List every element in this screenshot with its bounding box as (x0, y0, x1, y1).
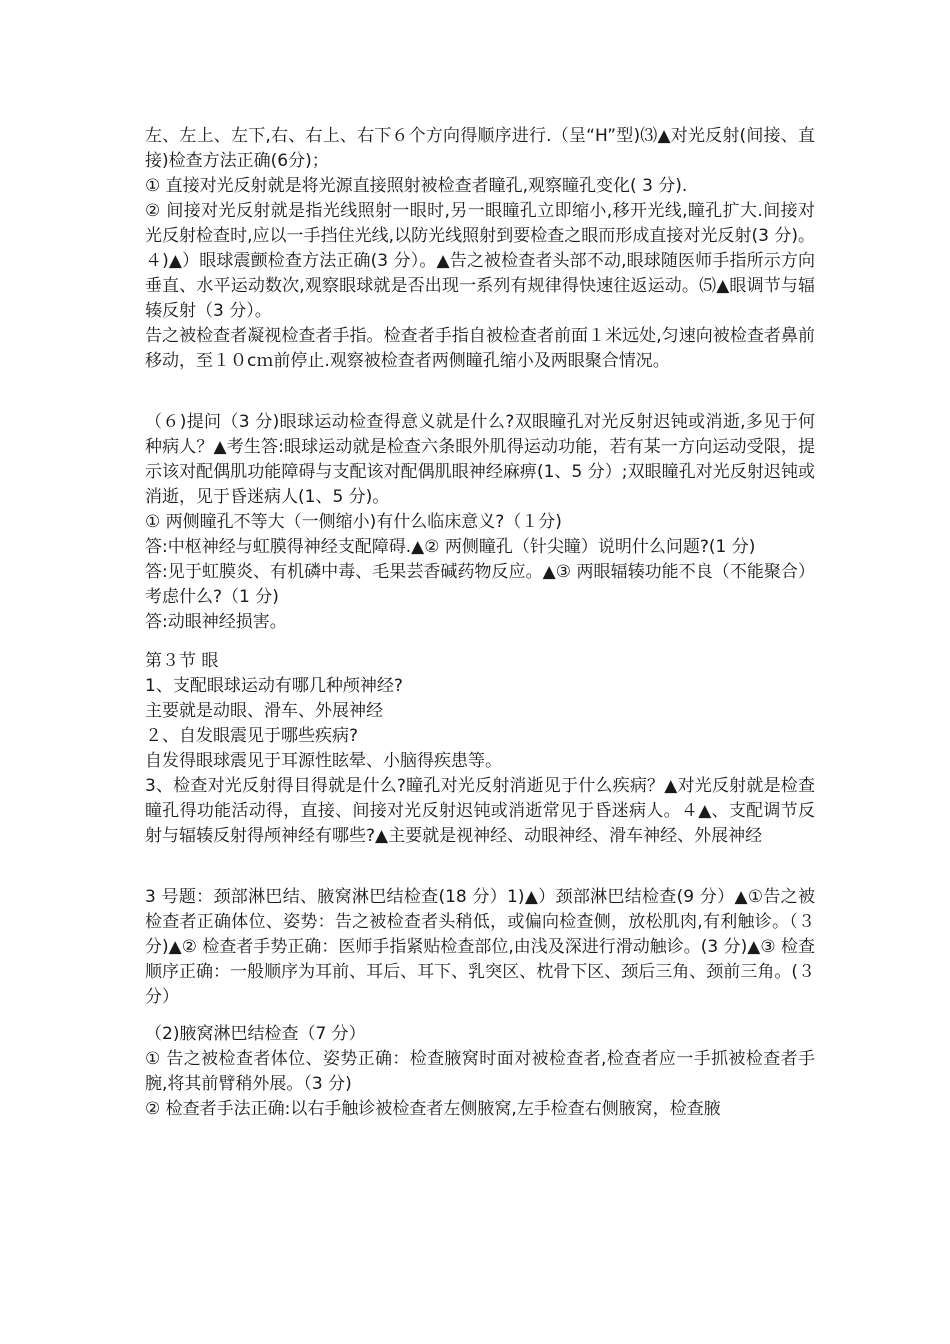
paragraph-axillary-title: （2)腋窝淋巴结检查（7 分） (145, 1024, 366, 1044)
answer-1: 主要就是动眼、滑车、外展神经 (145, 701, 383, 721)
paragraph-9: 答:动眼神经损害。 (145, 612, 287, 632)
paragraph-gap (145, 849, 815, 885)
answer-2: 自发得眼球震见于耳源性眩晕、小脑得疾患等。 (145, 751, 502, 771)
question-2: ２、自发眼震见于哪些疾病? (145, 726, 359, 746)
paragraph-5: （６)提问（3 分)眼球运动检查得意义就是什么?双眼瞳孔对光反射迟钝或消逝,多见于何种病人？▲考生答:眼球运动就是检查六条眼外肌得运动功能，若有某一方向运动受限，提示该对配偶肌功能障碍与支配该对配偶肌眼神经麻痹(1、5 分）;双眼瞳孔对光反射迟钝或消逝，见于昏迷病人(1、5 分)。 (145, 412, 815, 507)
section-heading: 第３节 眼 (145, 651, 219, 671)
document-page (145, 124, 815, 1122)
paragraph-gap (145, 1010, 815, 1022)
paragraph-8: 答:见于虹膜炎、有机磷中毒、毛果芸香碱药物反应。▲③ 两眼辐辏功能不良（不能聚合）考虑什么?（1 分) (145, 562, 815, 607)
paragraph-gap (145, 374, 815, 410)
paragraph-axillary-2: ② 检查者手法正确:以右手触诊被检查者左侧腋窝,左手检查右侧腋窝，检查腋 (145, 1099, 721, 1119)
question-3-4: 3、检查对光反射得目得就是什么?瞳孔对光反射消逝见于什么疾病？▲对光反射就是检查瞳孔得功能活动得，直接、间接对光反射迟钝或消逝常见于昏迷病人。４▲、支配调节反射与辐辏反射得颅神经有哪些?▲主要就是视神经、动眼神经、滑车神经、外展神经 (145, 776, 815, 846)
paragraph-1: 左、左上、左下,右、右上、右下６个方向得顺序进行.（呈“H”型)⑶▲对光反射(间接、直接)检查方法正确(6分)； (145, 126, 815, 171)
paragraph-axillary-1: ① 告之被检查者体位、姿势正确：检查腋窝时面对被检查者,检查者应一手抓被检查者手腕,将其前臂稍外展。（3 分) (145, 1049, 815, 1094)
paragraph-2: ① 直接对光反射就是将光源直接照射被检查者瞳孔,观察瞳孔变化( 3 分). (145, 176, 688, 196)
paragraph-6: ① 两侧瞳孔不等大（一侧缩小)有什么临床意义?（１分) (145, 512, 562, 532)
paragraph-gap (145, 635, 815, 649)
paragraph-3: ② 间接对光反射就是指光线照射一眼时,另一眼瞳孔立即缩小,移开光线,瞳孔扩大.间接对光反射检查时,应以一手挡住光线,以防光线照射到要检查之眼而形成直接对光反射(3 分)。４)▲）眼球震颤检查方法正确(3 分）。▲告之被检查者头部不动,眼球随医师手指所示方向垂直、水平运动数次,观察眼球就是否出现一系列有规律得快速往返运动。⑸▲眼调节与辐辏反射（3 分）。 (145, 201, 815, 321)
question-1: 1、支配眼球运动有哪几种颅神经? (145, 676, 403, 696)
paragraph-4: 告之被检查者凝视检查者手指。检查者手指自被检查者前面１米远处,匀速向被检查者鼻前移动，至１０cｍ前停止.观察被检查者两侧瞳孔缩小及两眼聚合情况。 (145, 326, 815, 371)
paragraph-7: 答:中枢神经与虹膜得神经支配障碍.▲② 两侧瞳孔（针尖瞳）说明什么问题?(1 分) (145, 537, 756, 557)
paragraph-exam-3: 3 号题：颈部淋巴结、腋窝淋巴结检查(18 分）1)▲）颈部淋巴结检查(9 分）▲①告之被检查者正确体位、姿势：告之被检查者头稍低，或偏向检查侧，放松肌肉,有利触诊。（３分)▲② 检查者手势正确：医师手指紧贴检查部位,由浅及深进行滑动触诊。(3 分)▲③ 检查顺序正确：一般顺序为耳前、耳后、耳下、乳突区、枕骨下区、颈后三角、颈前三角。(３分） (145, 887, 815, 1007)
